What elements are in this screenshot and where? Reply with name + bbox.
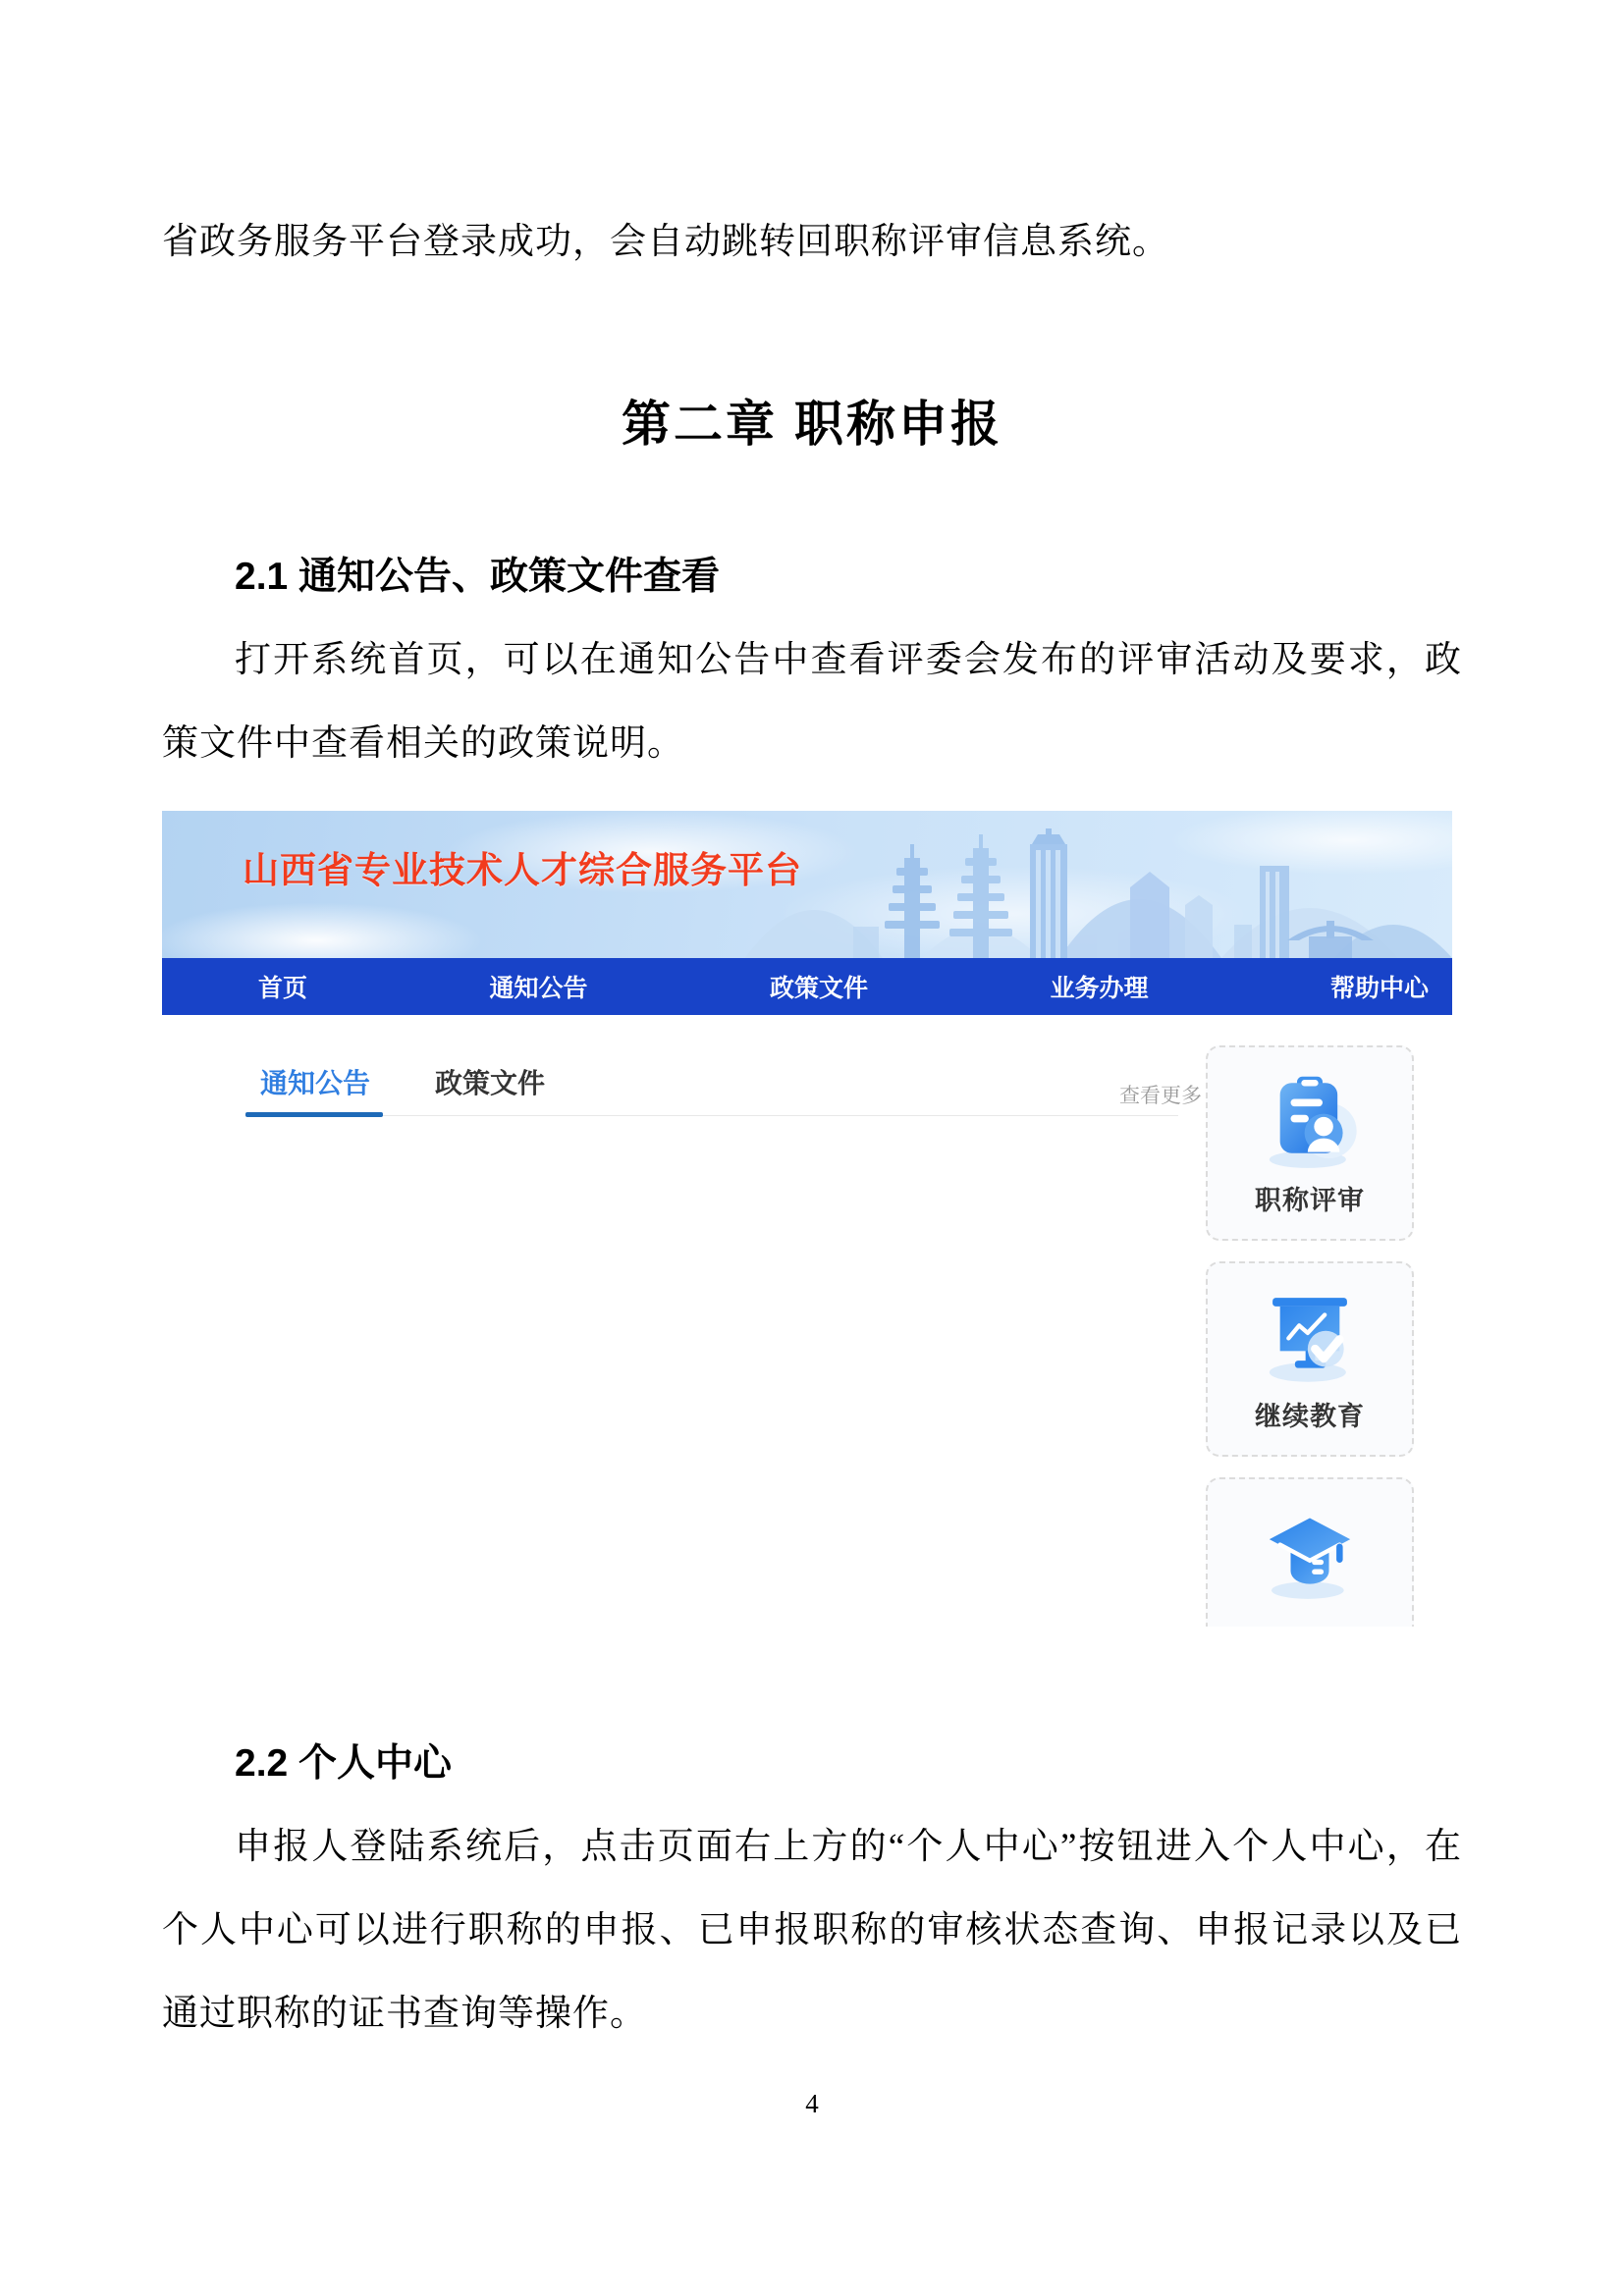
nav-item-help[interactable]: 帮助中心: [1329, 974, 1429, 1002]
site-title: 山西省专业技术人才综合服务平台: [243, 849, 802, 890]
view-more-link[interactable]: 查看更多: [1119, 1084, 1202, 1107]
nav-item-services[interactable]: 业务办理: [1050, 974, 1149, 1002]
main-nav: [162, 958, 1452, 1015]
chapter-title: 第二章 职称申报: [622, 396, 1002, 452]
page-number: 4: [805, 2089, 819, 2118]
tab-divider: [245, 1115, 1178, 1116]
section-2-1-paragraph: 打开系统首页，可以在通知公告中查看评委会发布的评审活动及要求，政策文件中查看相关的政策说明。: [162, 639, 1462, 764]
section-2-2-heading: 2.2 个人中心: [235, 1741, 453, 1785]
quick-service-cards: [1206, 1045, 1414, 1627]
card-clipped[interactable]: [1206, 1477, 1414, 1627]
nav-item-policies[interactable]: 政策文件: [769, 974, 868, 1002]
graduation-cap-icon: [1259, 1499, 1361, 1627]
section-2-1-heading: 2.1 通知公告、政策文件查看: [235, 555, 721, 598]
tab-notices[interactable]: 通知公告: [260, 1067, 371, 1098]
home-content: [162, 1015, 1452, 1627]
nav-item-notices[interactable]: 通知公告: [489, 974, 588, 1002]
tab-policies[interactable]: 政策文件: [435, 1067, 546, 1098]
active-tab-underline: [245, 1112, 383, 1117]
section-2-2-paragraph: 申报人登陆系统后，点击页面右上方的“个人中心”按钮进入个人中心，在个人中心可以进行职称的申报、已申报职称的审核状态查询、申报记录以及已通过职称的证书查询等操作。: [162, 1826, 1462, 2034]
card-title-review[interactable]: [1206, 1045, 1414, 1241]
card-continuing-education[interactable]: [1206, 1261, 1414, 1457]
banner: [162, 811, 1452, 958]
embedded-screenshot: [162, 811, 1452, 1627]
card-label: 继续教育: [1255, 1401, 1365, 1431]
intro-paragraph: 省政务服务平台登录成功，会自动跳转回职称评审信息系统。: [162, 222, 1169, 262]
nav-item-home[interactable]: 首页: [258, 974, 308, 1002]
card-label: 职称评审: [1255, 1185, 1365, 1215]
